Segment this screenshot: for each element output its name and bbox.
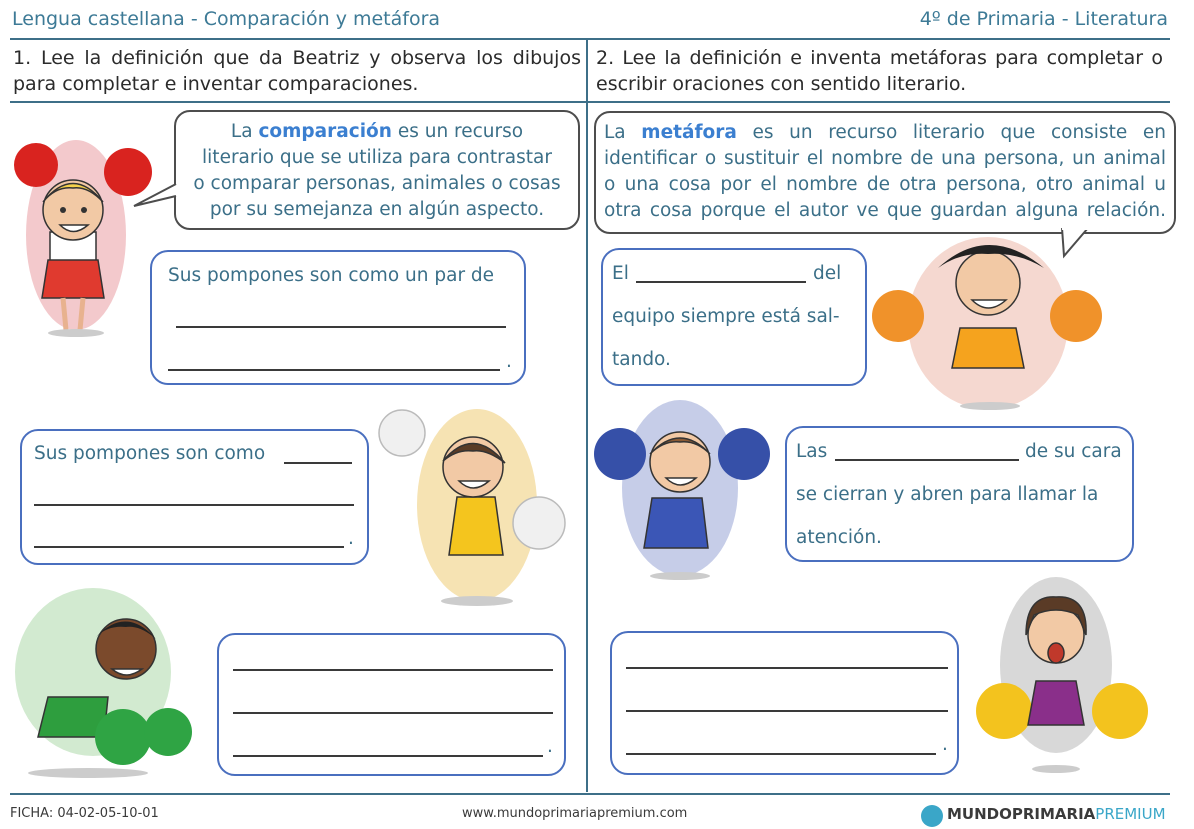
exercise-line: atención.: [796, 527, 882, 548]
answer-line[interactable]: [284, 462, 352, 464]
cheerleader-orange-pompoms-illustration: [868, 228, 1108, 413]
def-line1: es un recurso: [397, 121, 524, 142]
answer-line[interactable]: [636, 281, 806, 283]
worksheet-subject-title: Lengua castellana - Comparación y metáfora: [12, 8, 441, 30]
exercise-word: Las: [796, 441, 828, 462]
footer-divider: [10, 793, 1170, 795]
def-prefix: La: [604, 122, 626, 143]
period: .: [506, 351, 512, 372]
comparison-keyword: comparación: [258, 121, 392, 142]
worksheet-id: FICHA: 04-02-05-10-01: [10, 806, 159, 821]
exercise-word: El: [612, 263, 629, 284]
exercise-2-prompt: Sus pompones son como: [34, 443, 266, 464]
column-divider: [586, 40, 588, 792]
comparison-definition-bubble: [174, 110, 580, 230]
answer-line[interactable]: [34, 504, 354, 506]
worksheet-grade-title: 4º de Primaria - Literatura: [919, 8, 1168, 30]
logo-mundo: MUNDO: [947, 805, 1012, 823]
brand-logo: [947, 805, 1166, 823]
answer-line[interactable]: [626, 667, 948, 669]
metaphor-keyword: metáfora: [641, 122, 737, 143]
cheerleader-white-pompoms-illustration: [377, 405, 577, 605]
answer-line[interactable]: [233, 755, 543, 757]
answer-line[interactable]: [626, 753, 936, 755]
def-line3: o comparar personas, animales o cosas: [193, 173, 561, 194]
cheerleader-yellow-pompoms-illustration: [970, 575, 1160, 775]
metaphor-definition-bubble: [594, 111, 1176, 234]
logo-premium: PREMIUM: [1095, 805, 1166, 823]
period: .: [547, 736, 553, 757]
comparison-exercise-3: [217, 633, 566, 776]
def-line4: por su semejanza en algún aspecto.: [209, 199, 545, 220]
comparison-exercise-2: [20, 429, 369, 565]
answer-line[interactable]: [233, 712, 553, 714]
instruction-divider: [10, 101, 1170, 103]
left-instruction-line1: 1. Lee la definición que da Beatriz y observa los dibujos: [13, 47, 581, 69]
metaphor-exercise-3: [610, 631, 959, 775]
period: .: [942, 734, 948, 755]
left-instruction: [13, 45, 581, 97]
cheerleader-blue-pompoms-illustration: [592, 398, 777, 583]
def-prefix: La: [230, 121, 253, 142]
metaphor-exercise-1: [601, 248, 867, 386]
def-line1: es un recurso literario que consiste en: [752, 122, 1166, 143]
answer-line[interactable]: [176, 326, 506, 328]
def-line3: o una cosa por el nombre de otra persona, otro animal u: [604, 174, 1166, 195]
right-instruction-line1: 2. Lee la definición e inventa metáforas para completar o: [596, 47, 1163, 69]
exercise-word: de su cara: [1025, 441, 1122, 462]
answer-line[interactable]: [233, 669, 553, 671]
right-instruction: [596, 45, 1163, 97]
answer-line[interactable]: [168, 369, 500, 371]
def-line2: literario que se utiliza para contrastar: [202, 147, 552, 168]
logo-primaria: PRIMARIA: [1011, 805, 1096, 823]
def-line4: otra cosa porque el autor ve que guardan alguna relación.: [604, 200, 1166, 221]
cheerleader-green-pompoms-illustration: [8, 587, 198, 782]
answer-line[interactable]: [34, 546, 344, 548]
website-url[interactable]: www.mundoprimariapremium.com: [462, 806, 688, 821]
exercise-line: equipo siempre está sal-: [612, 306, 840, 327]
answer-line[interactable]: [626, 710, 948, 712]
cheerleader-beatriz-illustration: [8, 120, 158, 345]
exercise-1-prompt: Sus pompones son como un par de: [168, 265, 495, 286]
left-instruction-line2: para completar e inventar comparaciones.: [13, 73, 419, 95]
comparison-exercise-1: [150, 250, 526, 385]
exercise-line: tando.: [612, 349, 671, 370]
exercise-word: del: [813, 263, 842, 284]
metaphor-exercise-2: [785, 426, 1134, 562]
answer-line[interactable]: [835, 459, 1019, 461]
header-divider: [10, 38, 1170, 40]
exercise-line: se cierran y abren para llamar la: [796, 484, 1099, 505]
def-line2: identificar o sustituir el nombre de una persona, un animal: [604, 148, 1166, 169]
right-instruction-line2: escribir oraciones con sentido literario.: [596, 73, 967, 95]
globe-icon: [921, 805, 943, 827]
period: .: [348, 528, 354, 549]
